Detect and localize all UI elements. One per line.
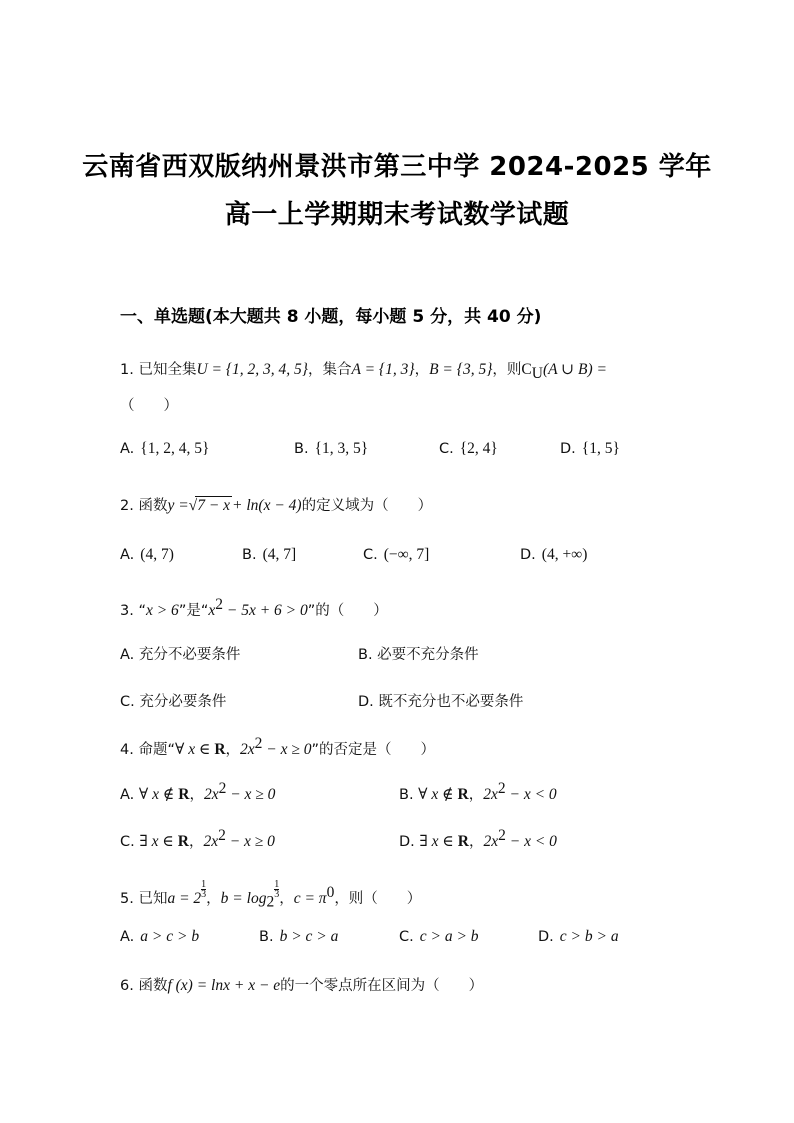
- sqrt-icon: √: [188, 497, 198, 514]
- option-d[interactable]: D. {1, 5}: [560, 440, 620, 457]
- math-expression: + ln(x − 4): [232, 497, 302, 514]
- question-text: ，则（ ）: [334, 890, 422, 907]
- math-expression: c = π: [293, 889, 327, 907]
- question-2: [120, 494, 432, 515]
- question-text: 的定义域为（ ）: [301, 498, 433, 514]
- math-expression: (A ∪ B) =: [542, 361, 607, 378]
- option-a[interactable]: A. 充分不必要条件: [120, 647, 241, 663]
- question-number: 2.: [120, 498, 134, 514]
- question-6: [120, 974, 483, 995]
- question-text: ，: [206, 890, 221, 907]
- question-3-options-row1: [120, 643, 740, 667]
- question-2-options: [120, 546, 740, 570]
- question-text: 已知: [138, 890, 168, 907]
- math-expression: f (x) = lnx + x − e: [167, 977, 281, 994]
- math-expression: a = 2: [167, 889, 202, 907]
- math-expression: y =: [167, 497, 189, 514]
- question-text: ，则: [492, 362, 522, 378]
- option-b[interactable]: B. {1, 3, 5}: [294, 440, 369, 457]
- question-1-paren: （ ）: [120, 398, 178, 414]
- option-c[interactable]: C. 充分必要条件: [120, 694, 227, 710]
- question-text: 已知全集: [138, 362, 197, 378]
- option-b[interactable]: B. b > c > a: [259, 928, 339, 945]
- log-base: 2: [266, 893, 275, 911]
- question-number: 4.: [120, 741, 134, 758]
- math-expression: ∀ x ∈: [174, 740, 215, 758]
- question-4-options-row2: [120, 827, 740, 851]
- question-text: 的一个零点所在区间为（ ）: [280, 978, 484, 994]
- question-number: 6.: [120, 978, 134, 994]
- math-expression: A = {1, 3}: [351, 361, 415, 378]
- question-number: 1.: [120, 362, 134, 378]
- option-c[interactable]: C. (−∞, 7]: [363, 546, 430, 563]
- question-3-options-row2: [120, 690, 740, 714]
- fraction-exponent: $\frac{1}{3}$: [201, 879, 207, 900]
- reals-symbol: R: [214, 740, 226, 758]
- option-a[interactable]: A. (4, 7): [120, 546, 174, 563]
- question-3: [120, 596, 388, 620]
- question-text: ，: [225, 741, 241, 758]
- question-text: 函数: [138, 498, 168, 514]
- question-text: 函数: [138, 978, 168, 994]
- option-a[interactable]: A. a > c > b: [120, 928, 200, 945]
- option-d[interactable]: D. ∃ x ∈ R，$2x^2 - x < 0$: [399, 827, 557, 850]
- question-4-options-row1: [120, 780, 740, 804]
- question-text: ，: [414, 362, 430, 378]
- option-b[interactable]: B. ∀ x ∉ R，$2x^2 - x < 0$: [399, 780, 557, 803]
- option-b[interactable]: B. (4, 7]: [242, 546, 297, 563]
- question-number: 5.: [120, 890, 134, 907]
- question-text: 命题“: [138, 741, 175, 758]
- question-text: ，: [279, 890, 294, 907]
- option-a[interactable]: A. ∀ x ∉ R，$2x^2 - x \ge 0$: [120, 780, 276, 803]
- math-expression: 2x: [240, 740, 255, 758]
- math-superscript: 2: [215, 596, 223, 613]
- math-expression: − x ≥ 0: [262, 740, 312, 758]
- math-expression: − 5x + 6 > 0: [222, 601, 308, 619]
- option-d[interactable]: D. 既不充分也不必要条件: [358, 694, 524, 710]
- math-superscript: 0: [326, 884, 335, 901]
- math-expression: x: [208, 601, 216, 619]
- complement-symbol: C: [521, 361, 532, 378]
- math-expression: x > 6: [145, 601, 179, 619]
- question-5: [120, 880, 421, 912]
- question-text: ”的否定是（ ）: [311, 741, 436, 758]
- option-d[interactable]: D. c > b > a: [538, 928, 619, 945]
- option-d[interactable]: D. (4, +∞): [520, 546, 588, 563]
- fraction-argument: $\frac{1}{3}$: [274, 879, 280, 900]
- question-text: ，集合: [308, 362, 352, 378]
- question-text: ”的（ ）: [307, 602, 388, 619]
- option-a[interactable]: A. {1, 2, 4, 5}: [120, 440, 210, 457]
- question-number: 3.: [120, 602, 134, 619]
- doc-title-line2: 高一上学期期末考试数学试题: [224, 200, 570, 230]
- math-expression: B = {3, 5}: [429, 361, 493, 378]
- option-c[interactable]: C. c > a > b: [399, 928, 479, 945]
- option-c[interactable]: C. ∃ x ∈ R，$2x^2 - x \ge 0$: [120, 827, 275, 850]
- question-text: “: [138, 602, 146, 619]
- question-5-options: [120, 928, 740, 952]
- math-expression: U = {1, 2, 3, 4, 5}: [196, 361, 309, 378]
- question-1: [120, 358, 607, 383]
- option-c[interactable]: C. {2, 4}: [439, 440, 498, 457]
- section-heading: 一、单选题(本大题共 8 小题，每小题 5 分，共 40 分): [120, 307, 542, 327]
- doc-title-line1: 云南省西双版纳州景洪市第三中学 2024-2025 学年: [82, 152, 712, 182]
- math-radicand: 7 − x: [197, 497, 231, 514]
- math-superscript: 2: [254, 735, 263, 752]
- question-text: ”是“: [178, 602, 209, 619]
- question-1-options: [120, 440, 740, 464]
- math-expression: b = log: [220, 889, 267, 907]
- question-4: [120, 735, 435, 759]
- complement-subscript: U: [531, 364, 543, 382]
- option-b[interactable]: B. 必要不充分条件: [358, 647, 479, 663]
